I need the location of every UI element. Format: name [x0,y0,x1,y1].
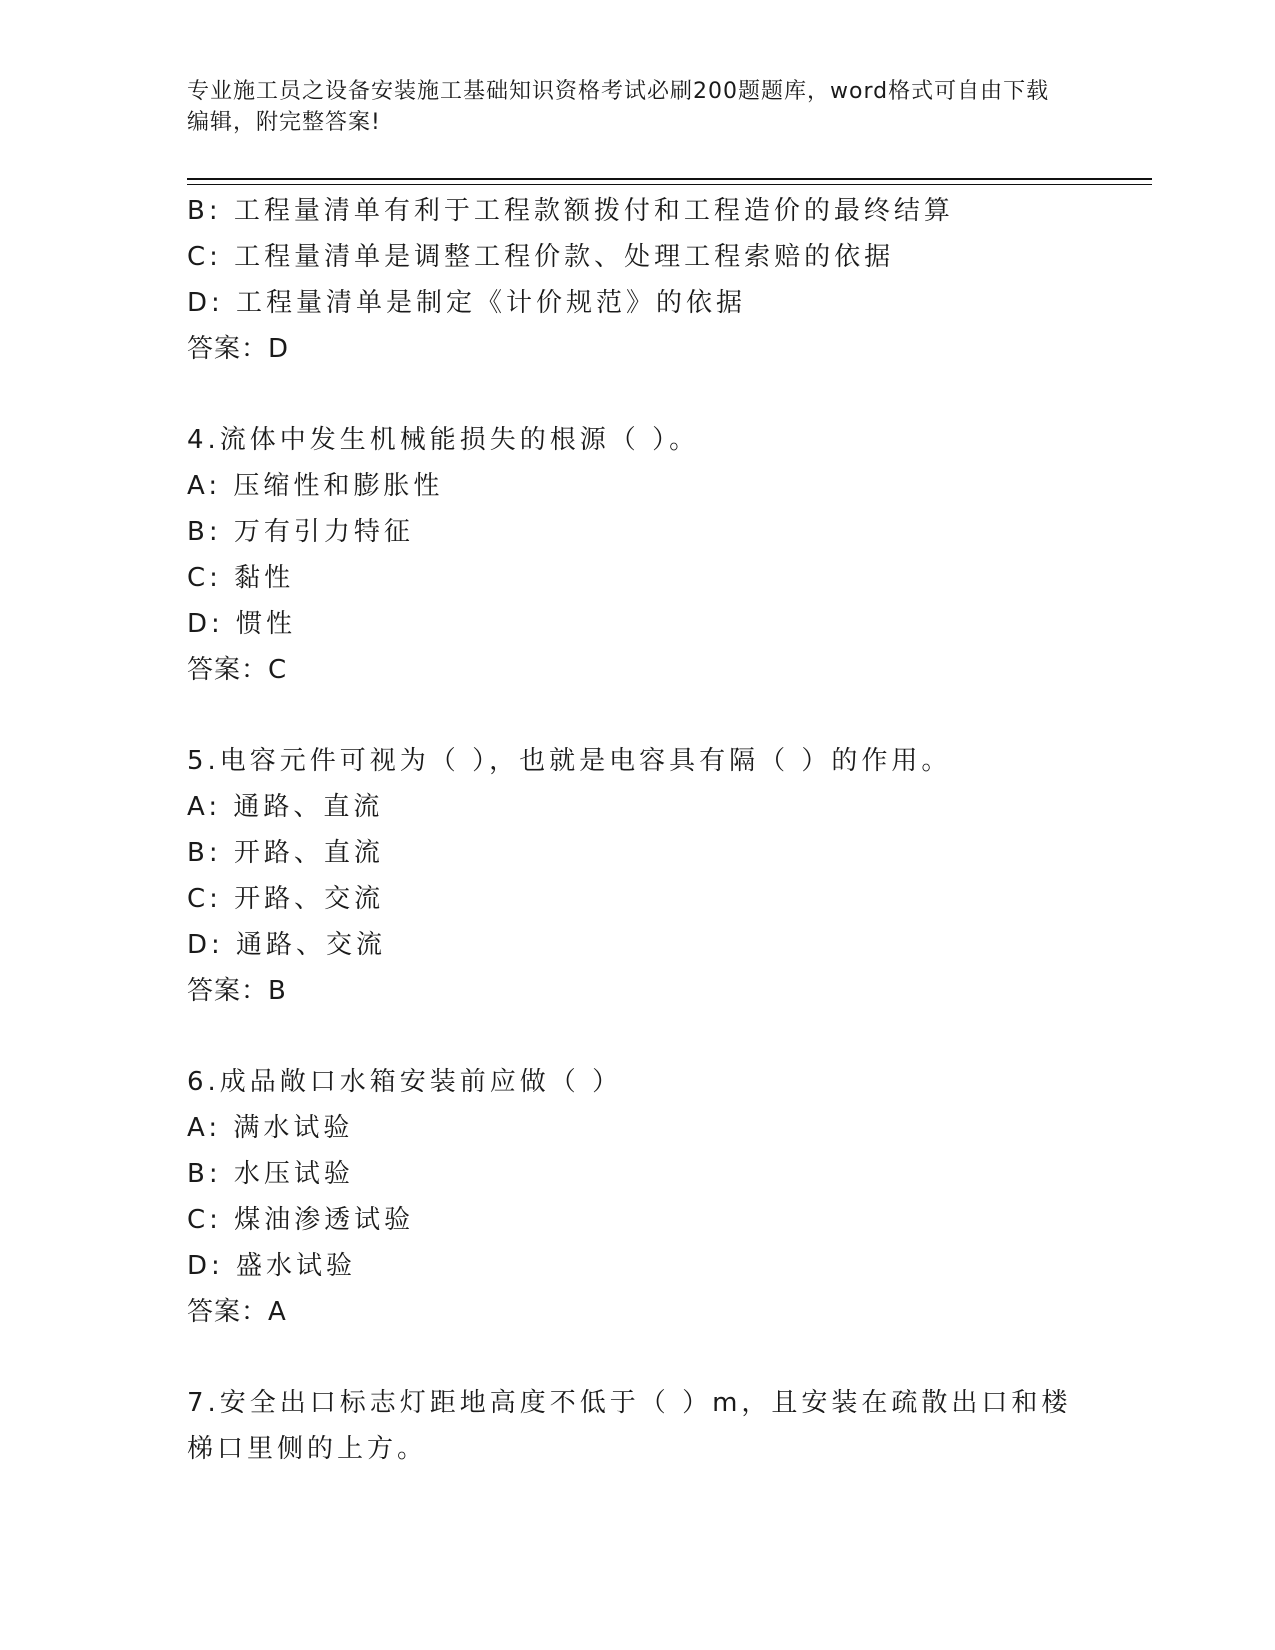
document-header: 专业施工员之设备安装施工基础知识资格考试必刷200题题库，word格式可自由下载编辑，附完整答案! [187,79,1050,135]
question-stem: 7.安全出口标志灯距地高度不低于（ ）m，且安装在疏散出口和楼梯口里侧的上方。 [187,1388,1072,1464]
question-5 [187,738,1087,1014]
option-b: B: 万有引力特征 [187,517,414,547]
option-d: D: 盛水试验 [187,1251,357,1281]
option-b: B: 开路、直流 [187,838,384,868]
answer: 答案：C [187,655,288,685]
question-6 [187,1059,1087,1335]
option-a: A: 通路、直流 [187,792,384,822]
question-list [187,188,1087,1472]
question-3-tail [187,188,1087,372]
option-a: A: 满水试验 [187,1113,354,1143]
spacer [187,1335,1087,1380]
question-4 [187,417,1087,693]
option-c: C: 开路、交流 [187,884,385,914]
spacer [187,693,1087,738]
option-d: D: 工程量清单是制定《计价规范》的依据 [187,288,747,318]
option-c: C: 黏性 [187,563,295,593]
question-7 [187,1380,1087,1472]
option-c: C: 工程量清单是调整工程价款、处理工程索赔的依据 [187,242,895,272]
answer: 答案：A [187,1297,287,1327]
question-stem: 4.流体中发生机械能损失的根源（ ）。 [187,425,700,455]
answer: 答案：B [187,976,287,1006]
answer: 答案：D [187,334,290,364]
option-a: A: 压缩性和膨胀性 [187,471,444,501]
question-stem: 5.电容元件可视为（ ），也就是电容具有隔（ ）的作用。 [187,746,952,776]
option-d: D: 惯性 [187,609,297,639]
option-b: B: 水压试验 [187,1159,354,1189]
header-divider-thick [187,178,1152,180]
question-stem: 6.成品敞口水箱安装前应做（ ） [187,1067,623,1097]
option-b: B: 工程量清单有利于工程款额拨付和工程造价的最终结算 [187,196,954,226]
spacer [187,372,1087,417]
option-d: D: 通路、交流 [187,930,387,960]
header-divider-thin [187,184,1152,185]
option-c: C: 煤油渗透试验 [187,1205,415,1235]
spacer [187,1014,1087,1059]
